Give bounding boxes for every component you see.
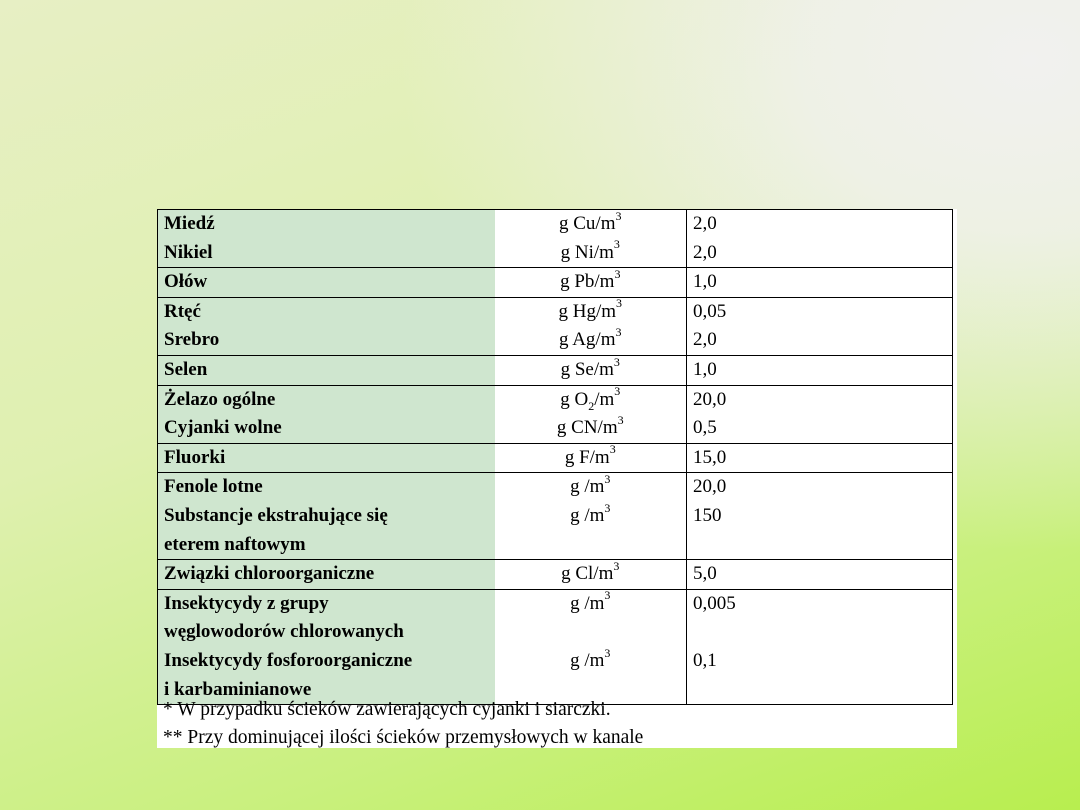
substance-name-cell: węglowodorów chlorowanych bbox=[158, 618, 495, 647]
table-row bbox=[158, 385, 953, 414]
unit-text: g Cu/m bbox=[559, 213, 616, 234]
unit-superscript: 3 bbox=[613, 355, 620, 369]
unit-text: g Ni/m bbox=[560, 241, 614, 263]
unit-superscript: 3 bbox=[609, 443, 616, 457]
unit-cell bbox=[495, 268, 687, 298]
unit-cell bbox=[495, 385, 687, 414]
table-row bbox=[158, 326, 953, 355]
table-row bbox=[158, 473, 953, 502]
limit-value-cell: 1,0 bbox=[687, 355, 953, 385]
unit-superscript: 3 bbox=[615, 326, 622, 340]
unit-text: g O bbox=[560, 388, 589, 410]
unit-cell bbox=[495, 355, 687, 385]
substance-name-cell: Selen bbox=[158, 355, 495, 385]
substance-name-cell: Cyjanki wolne bbox=[158, 414, 495, 443]
substance-name-cell: Srebro bbox=[158, 326, 495, 355]
table-row bbox=[158, 502, 953, 531]
table-row bbox=[158, 268, 953, 298]
limit-value-cell: 2,0 bbox=[687, 239, 953, 268]
limit-value-cell: 15,0 bbox=[687, 443, 953, 473]
limit-value-cell bbox=[687, 531, 953, 560]
table-row bbox=[158, 355, 953, 385]
unit-superscript: 3 bbox=[613, 559, 620, 573]
substance-name-cell: i karbaminianowe bbox=[158, 676, 495, 705]
limit-value-cell: 0,1 bbox=[687, 647, 953, 676]
footnote-industrial: ** Przy dominującej ilości ścieków przemysłowych w kanale bbox=[163, 727, 644, 748]
substance-name-cell: Ołów bbox=[158, 268, 495, 298]
limit-value-cell: 2,0 bbox=[687, 326, 953, 355]
substance-name-cell: Związki chloroorganiczne bbox=[158, 560, 495, 590]
unit-cell bbox=[495, 443, 687, 473]
unit-cell bbox=[495, 210, 687, 239]
limit-value-cell bbox=[687, 676, 953, 705]
substance-name-cell: eterem naftowym bbox=[158, 531, 495, 560]
substance-name-cell: Żelazo ogólne bbox=[158, 385, 495, 414]
table-row bbox=[158, 589, 953, 618]
substance-name-cell: Nikiel bbox=[158, 239, 495, 268]
table-row bbox=[158, 414, 953, 443]
unit-superscript: 3 bbox=[615, 209, 622, 223]
unit-cell bbox=[495, 473, 687, 502]
unit-superscript: 3 bbox=[617, 414, 624, 427]
unit-cell bbox=[495, 560, 687, 590]
unit-subscript: 2 bbox=[588, 398, 595, 413]
unit-text: g CN/m bbox=[556, 417, 618, 439]
document-sheet bbox=[157, 209, 957, 748]
footnote-cyanide: * W przypadku ścieków zawierających cyjanki i siarczki. bbox=[163, 699, 611, 720]
substance-name-cell: Insektycydy z grupy bbox=[158, 589, 495, 618]
footnotes bbox=[163, 696, 643, 752]
table-row bbox=[158, 560, 953, 590]
unit-text: g Hg/m bbox=[558, 300, 617, 322]
unit-text: g Pb/m bbox=[560, 271, 615, 293]
unit-superscript: 3 bbox=[616, 297, 623, 311]
unit-superscript: 3 bbox=[604, 646, 611, 660]
table-row bbox=[158, 239, 953, 268]
unit-cell bbox=[495, 414, 687, 443]
unit-superscript: 3 bbox=[604, 501, 611, 515]
unit-superscript: 3 bbox=[614, 385, 621, 399]
limit-value-cell bbox=[687, 618, 953, 647]
substance-name-cell: Substancje ekstrahujące się bbox=[158, 502, 495, 531]
limit-value-cell: 5,0 bbox=[687, 560, 953, 590]
unit-text: g Ag/m bbox=[559, 329, 616, 351]
limit-value-cell: 20,0 bbox=[687, 385, 953, 414]
unit-cell bbox=[495, 297, 687, 326]
unit-superscript: 3 bbox=[604, 472, 611, 487]
limit-value-cell: 0,05 bbox=[687, 297, 953, 326]
unit-text: g Cl/m bbox=[561, 563, 614, 585]
pollutant-limits-table bbox=[157, 209, 953, 705]
substance-name-cell: Fenole lotne bbox=[158, 473, 495, 502]
unit-text: g /m bbox=[570, 504, 605, 526]
table-row bbox=[158, 210, 953, 239]
unit-text: g F/m bbox=[564, 446, 610, 468]
table-row bbox=[158, 297, 953, 326]
substance-name-cell: Miedź bbox=[158, 210, 495, 239]
unit-cell bbox=[495, 618, 687, 647]
unit-superscript: 3 bbox=[604, 589, 611, 603]
table-row bbox=[158, 531, 953, 560]
limit-value-cell: 20,0 bbox=[687, 473, 953, 502]
limit-value-cell: 0,5 bbox=[687, 414, 953, 443]
unit-text: g Se/m bbox=[560, 358, 614, 380]
limit-value-cell: 150 bbox=[687, 502, 953, 531]
unit-superscript: 3 bbox=[613, 238, 620, 252]
unit-text: g /m bbox=[570, 476, 605, 498]
unit-cell bbox=[495, 502, 687, 531]
unit-text: g /m bbox=[570, 592, 605, 614]
table-row bbox=[158, 647, 953, 676]
limit-value-cell: 0,005 bbox=[687, 589, 953, 618]
unit-text: g /m bbox=[570, 649, 605, 671]
limit-value-cell: 1,0 bbox=[687, 268, 953, 298]
table-row bbox=[158, 443, 953, 473]
substance-name-cell: Rtęć bbox=[158, 297, 495, 326]
substance-name-cell: Insektycydy fosforoorganiczne bbox=[158, 647, 495, 676]
substance-name-cell: Fluorki bbox=[158, 443, 495, 473]
unit-cell bbox=[495, 239, 687, 268]
unit-cell bbox=[495, 531, 687, 560]
unit-cell bbox=[495, 589, 687, 618]
table-row bbox=[158, 618, 953, 647]
unit-cell bbox=[495, 647, 687, 676]
unit-cell bbox=[495, 326, 687, 355]
unit-superscript: 3 bbox=[614, 267, 621, 281]
limit-value-cell: 2,0 bbox=[687, 210, 953, 239]
unit-text-suffix: /m bbox=[594, 388, 615, 410]
